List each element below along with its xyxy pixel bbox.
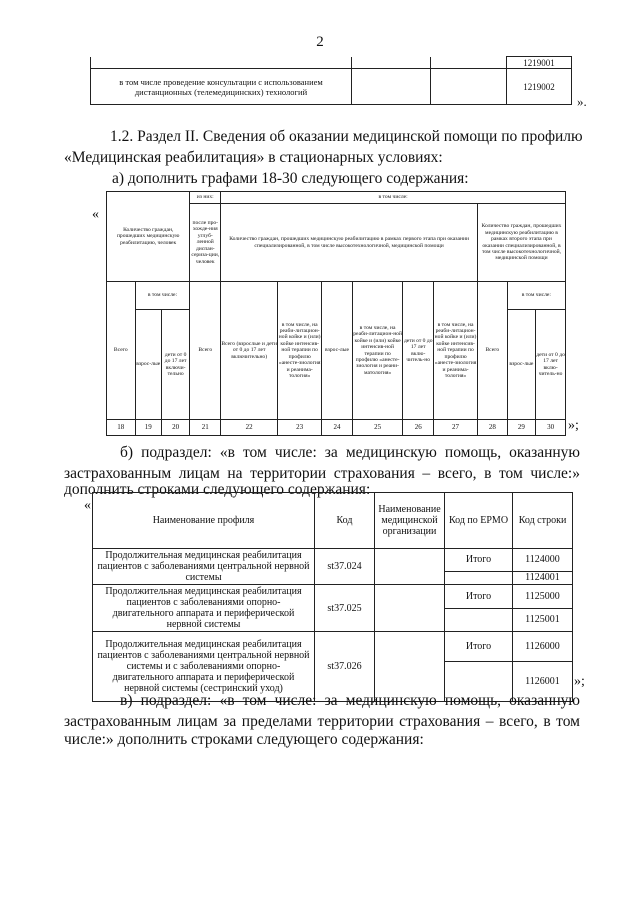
- header-org: Наименование медицинской организации: [375, 493, 445, 549]
- profile-name: Продолжительная медицинская реабилитация пациентов с заболеваниями опорно-двигательного аппарата и периферической нервной системы: [93, 585, 315, 632]
- col-number: 18: [107, 420, 136, 436]
- header-children-30: дети от 0 до 17 лет вклю-читель-но: [536, 310, 566, 420]
- header-including: в том числе:: [221, 192, 566, 204]
- profile-code: st37.025: [315, 585, 375, 632]
- profiles-table: [92, 492, 573, 702]
- profile-code: st37.026: [315, 632, 375, 702]
- col-number: 21: [190, 420, 221, 436]
- row-code-cell: 1124001: [513, 571, 573, 584]
- col-number: 29: [507, 420, 536, 436]
- row-code-cell: 1126001: [513, 662, 573, 702]
- header-first-stage: Количество граждан, прошедших медицинскую реабилитацию в рамках первого этапа при оказании специализированной, в том числе высокотехнологичной, медицинской помощи: [221, 204, 478, 282]
- columns-18-30-table: [106, 191, 566, 436]
- profile-code: st37.024: [315, 549, 375, 585]
- col-number: 24: [322, 420, 353, 436]
- item-v-line3: числе:» дополнить строками следующего содержания:: [64, 731, 424, 748]
- col-number: 30: [536, 420, 566, 436]
- item-b-line3: дополнить строками следующего содержания:: [64, 481, 371, 498]
- header-count-citizens: Количество граждан, прошедших медицинскую реабилитацию, человек: [107, 192, 190, 282]
- item-a: а) дополнить графами 18-30 следующего содержания:: [112, 170, 469, 187]
- itogo-cell: Итого: [445, 632, 513, 662]
- col-number: 23: [278, 420, 322, 436]
- row-code-cell: 1125000: [513, 585, 573, 609]
- header-row-code: Код строки: [513, 493, 573, 549]
- col-number: 27: [434, 420, 478, 436]
- close-quote-table3: »;: [574, 674, 585, 689]
- header-adults-24: взрос-лые: [322, 282, 353, 420]
- closing-quote-1: ».: [577, 94, 587, 109]
- close-quote-table2: »;: [568, 418, 579, 433]
- item-v-line1: в) подраздел: «в том числе: за медицинскую помощь, оказанную: [120, 692, 580, 709]
- header-adults-19: взрос-лые: [135, 310, 161, 420]
- top-table-fragment: [90, 56, 572, 105]
- col-number: 22: [221, 420, 278, 436]
- item-b-line2: застрахованным лицам на территории страхования – всего, в том числе:»: [64, 465, 580, 482]
- section-heading: 1.2. Раздел II. Сведения об оказании медицинской помощи по профилю «Медицинская реабилитация» в стационарных условиях:: [64, 128, 583, 166]
- table-row: [93, 549, 573, 572]
- header-icu-rehab-23: в том числе, на реаби-литацион-ной койке и (или) койке интенсив-ной терапии по профилю «анесте-зиология и реанима-тология»: [278, 282, 322, 420]
- header-code: Код: [315, 493, 375, 549]
- header-of-them: из них:: [190, 192, 221, 204]
- header-children-26: дети от 0 до 17 лет вклю-читель-но: [403, 282, 434, 420]
- header-total-21: Всего: [190, 282, 221, 420]
- table-row: [93, 585, 573, 609]
- header-second-stage: Количество граждан, прошедших медицинскую реабилитацию в рамках второго этапа при оказании специализированной, в том числе высокотехнологичной, медицинской помощи: [478, 204, 566, 282]
- open-quote-table2: «: [92, 207, 99, 222]
- header-ermo: Код по ЕРМО: [445, 493, 513, 549]
- itogo-cell: Итого: [445, 549, 513, 572]
- header-total-adults-children: Всего (взрослые и дети от 0 до 17 лет включительно): [221, 282, 278, 420]
- table-row: [93, 632, 573, 662]
- col-number: 25: [352, 420, 403, 436]
- item-v-line2: застрахованным лицам за пределами территории страхования – всего, в том: [64, 713, 580, 730]
- col-number: 28: [478, 420, 508, 436]
- row-code-cell: 1124000: [513, 549, 573, 572]
- profile-name: Продолжительная медицинская реабилитация пациентов с заболеваниями центральной нервной системы и с заболеваниями опорно-двигательного аппарата и периферической нервной системы (сестринский уход): [93, 632, 315, 702]
- open-quote-table3: «: [84, 498, 91, 513]
- profile-name: Продолжительная медицинская реабилитация пациентов с заболеваниями центральной нервной системы: [93, 549, 315, 585]
- item-b-line1: б) подраздел: «в том числе: за медицинскую помощь, оказанную: [120, 444, 580, 461]
- col-number: 26: [403, 420, 434, 436]
- header-adults-29: взрос-лые: [507, 310, 536, 420]
- header-incl-small-2: в том числе:: [507, 282, 565, 310]
- itogo-cell: Итого: [445, 585, 513, 609]
- row-code-1219002: 1219002: [507, 69, 572, 105]
- header-total-28: Всего: [478, 282, 508, 420]
- header-profile: Наименование профиля: [93, 493, 315, 549]
- col-number: 20: [161, 420, 190, 436]
- row-code-cell: 1126000: [513, 632, 573, 662]
- row-code-1219001: 1219001: [507, 57, 572, 69]
- header-total-18: Всего: [107, 282, 136, 420]
- col-number: 19: [135, 420, 161, 436]
- header-children-20: дети от 0 до 17 лет включи-тельно: [161, 310, 190, 420]
- header-icu-rehab-27: в том числе, на реаби-литацион-ной койке и (или) койке интенсив-ной терапии по профилю «анесте-зиология и реанима-тология»: [434, 282, 478, 420]
- row-code-cell: 1125001: [513, 608, 573, 632]
- header-incl-small-1: в том числе:: [135, 282, 190, 310]
- telemedicine-row-label: в том числе проведение консультации с использованием дистанционных (телемедицинских) технологий: [91, 69, 352, 105]
- header-after-deep-dispensary: после про-хожде-ния углуб-ленной диспан-сериза-ции, человек: [190, 204, 221, 282]
- page-number: 2: [316, 34, 324, 50]
- header-icu-rehab-25: в том числе, на реаби-литацион-ной койке и (или) койке интенсив-ной терапии по профилю «анесте-зиология и реани-матология»: [352, 282, 403, 420]
